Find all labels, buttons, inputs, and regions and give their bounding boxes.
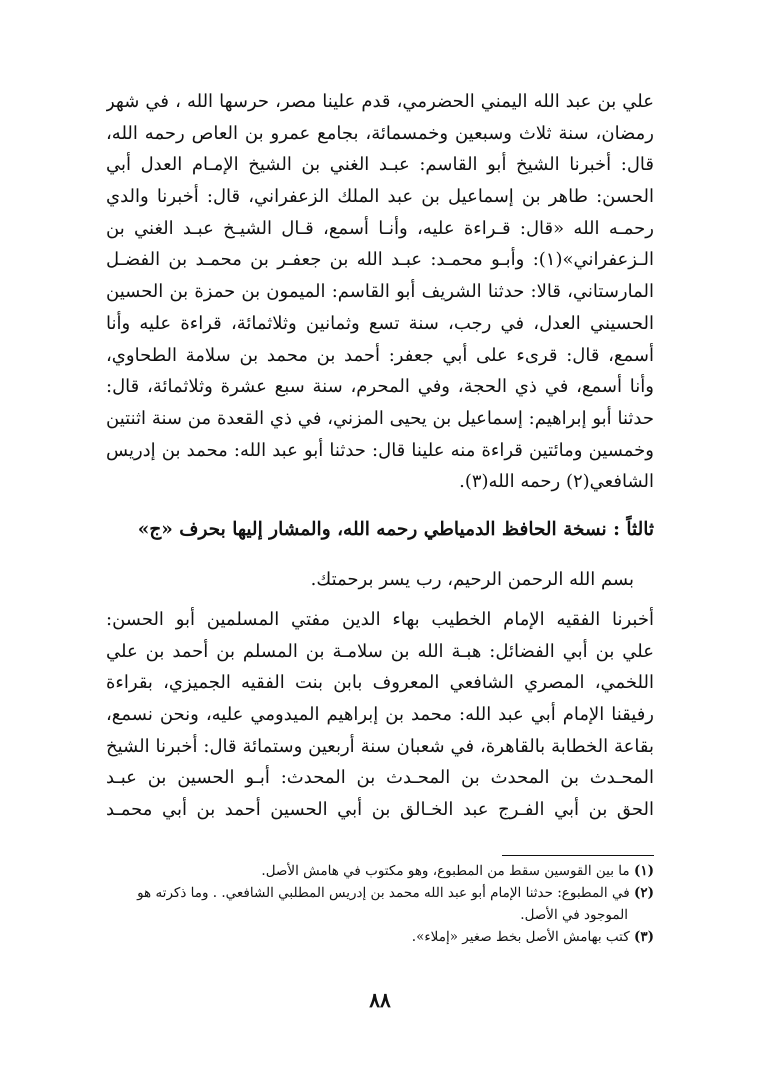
text-line: رحمـه الله «قال: قـراءة عليه، وأنـا أسمع، قـال الشيـخ عبـد الغني بن: [106, 217, 654, 239]
footnote-number: (٢): [633, 885, 654, 901]
footnote-1: [106, 860, 654, 882]
footnotes: [106, 860, 654, 948]
text-line: رفيقنا الإمام أبي عبد الله: محمد بن إبراهيم الميدومي عليه، ونحن نسمع،: [106, 704, 654, 726]
text-line: اللخمي، المصري الشافعي المعروف بابن بنت الفقيه الجميزي، بقراءة: [106, 672, 654, 694]
footnote-separator: [502, 855, 654, 856]
footnote-text: ما بين القوسين سقط من المطبوع، وهو مكتوب في هامش الأصل.: [261, 863, 630, 879]
text-line: المارستاني، قالا: حدثنا الشريف أبو القاسم: الميمون بن حمزة بن الحسين: [106, 281, 654, 303]
text-line: حدثنا أبو إبراهيم: إسماعيل بن يحيى المزني، في ذي القعدة من سنة اثنتين: [106, 407, 654, 429]
text-line: الحسن: طاهر بن إسماعيل بن عبد الملك الزعفراني، قال: أخبرنا والدي: [106, 186, 654, 208]
text-line: قال: أخبرنا الشيخ أبو القاسم: عبـد الغني بن الشيخ الإمـام العدل أبي: [106, 154, 654, 176]
text-line: أخبرنا الفقيه الإمام الخطيب بهاء الدين مفتي المسلمين أبو الحسن:: [106, 609, 654, 630]
section-heading: ثالثاً : نسخة الحافظ الدمياطي رحمه الله، والمشار إليها بحرف «ج»: [137, 519, 654, 540]
text-line: المحـدث بن المحدث بن المحـدث بن المحدث: أبـو الحسين بن عبـد: [106, 767, 654, 789]
text-line: علي بن أبي الفضائل: هبـة الله بن سلامـة بن المسلم بن أحمد بن علي: [106, 640, 654, 662]
text-line-last: الشافعي(٢) رحمه الله(٣).: [459, 471, 654, 493]
page-number: ٨٨: [369, 988, 391, 1012]
basmala-line: بسم الله الرحمن الرحيم، رب يسر برحمتك.: [310, 569, 634, 590]
text-line: رمضان، سنة ثلاث وسبعين وخمسمائة، بجامع عمرو بن العاص رحمه الله،: [106, 122, 654, 144]
text-line: بقاعة الخطابة بالقاهرة، في شعبان سنة أربعين وستمائة قال: أخبرنا الشيخ: [106, 735, 654, 757]
text-line: أسمع، قال: قرىء على أبي جعفر: أحمد بن محمد بن سلامة الطحاوي،: [106, 344, 654, 366]
footnote-2: [106, 882, 654, 904]
text-line: وخمسين ومائتين قراءة منه علينا قال: حدثنا أبو عبد الله: محمد بن إدريس: [106, 439, 654, 461]
body-paragraph-2: [106, 604, 654, 826]
footnote-2-continuation: الموجود في الأصل.: [520, 907, 628, 923]
footnote-text: كتب بهامش الأصل بخط صغير «إملاء».: [411, 929, 630, 945]
text-line: الحسيني العدل، في رجب، سنة تسع وثمانين وثلاثمائة، قراءة عليه وأنا: [106, 312, 654, 334]
text-line: الحق بن أبي الفـرج عبد الخـالق بن أبي الحسين أحمد بن أبي محمـد: [106, 799, 654, 821]
text-line: الـزعفراني»(١): وأبـو محمـد: عبـد الله بن جعفـر بن محمـد بن الفضـل: [106, 249, 654, 271]
footnote-number: (١): [633, 863, 654, 879]
footnote-3: [106, 926, 654, 948]
body-paragraph-1: [106, 86, 654, 498]
text-line: علي بن عبد الله اليمني الحضرمي، قدم علينا مصر، حرسها الله ، في شهر: [106, 91, 654, 112]
footnote-number: (٣): [633, 929, 654, 945]
text-line: وأنا أسمع، في ذي الحجة، وفي المحرم، سنة سبع عشرة وثلاثمائة، قال:: [106, 376, 654, 398]
footnote-text: في المطبوع: حدثنا الإمام أبو عبد الله محمد بن إدريس المطلبي الشافعي. . وما ذكرته هو: [137, 885, 630, 901]
